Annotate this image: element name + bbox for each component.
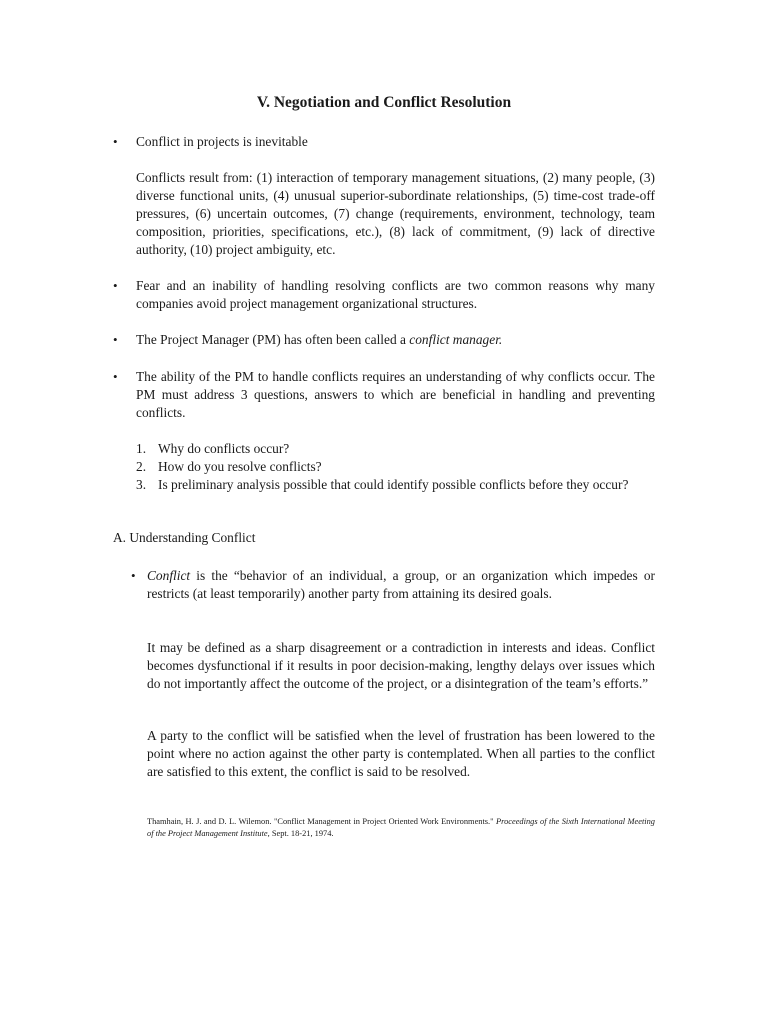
page-title: V. Negotiation and Conflict Resolution [256, 94, 512, 111]
reference-authors: Thamhain, H. J. and D. L. Wilemon. "Conflict Management in Project Oriented Work Environments." [147, 817, 497, 826]
question-text: Is preliminary analysis possible that could identify possible conflicts before they occur? [158, 477, 629, 492]
bullet-symbol: • [113, 369, 118, 384]
bullet-text-2: Fear and an inability of handling resolving conflicts are two common reasons why many companies avoid project management organizational structures. [136, 278, 655, 311]
question-number: 1. [136, 441, 147, 456]
bullet-symbol: • [113, 332, 118, 347]
bullet-text-3-prefix: The Project Manager (PM) has often been called a [136, 332, 410, 347]
bullet-text-1: Conflict in projects is inevitable [136, 134, 308, 149]
conflict-definition-rest: is the “behavior of an individual, a group, or an organization which impedes or restricts (at least temporarily) another party from attaining its desired goals. [147, 568, 655, 601]
question-text: Why do conflicts occur? [158, 441, 290, 456]
reference-citation [147, 816, 655, 840]
question-number: 2. [136, 459, 147, 474]
conflict-manager-term: conflict manager. [409, 332, 503, 347]
reference-tail: , Sept. 18-21, 1974. [267, 829, 334, 838]
bullet-text-3 [136, 331, 655, 349]
conflict-causes-paragraph: Conflicts result from: (1) interaction of temporary management situations, (2) many people, (3) diverse functional units, (4) unusual superior-subordinate relationships, (5) time-cost trade-off pressures, (6) uncertain outcomes, (7) change (requirements, environment, technology, team composition, priorities, specifications, etc.), (8) lack of commitment, (9) lack of directive authority, (10) project ambiguity, etc. [136, 170, 655, 257]
question-text: How do you resolve conflicts? [158, 459, 322, 474]
conflict-dysfunction-paragraph: It may be defined as a sharp disagreement or a contradiction in interests and ideas. Conflict becomes dysfunctional if it results in poor decision-making, lengthy delays over issues which do not importantly affect the outcome of the project, or a disintegration of the team’s efforts.” [147, 640, 655, 691]
conflict-definition-text [147, 567, 655, 603]
conflict-resolution-paragraph: A party to the conflict will be satisfied when the level of frustration has been lowered to the point where no action against the other party is contemplated. When all parties to the conflict are satisfied to this extent, the conflict is said to be resolved. [147, 728, 655, 779]
bullet-symbol: • [113, 278, 118, 293]
bullet-symbol: • [113, 134, 118, 149]
reference-journal: Proceedings of the Sixth International Meeting of the Project Management Institute [147, 817, 655, 838]
conflict-term: Conflict [147, 568, 191, 583]
question-number: 3. [136, 477, 147, 492]
bullet-text-4: The ability of the PM to handle conflicts requires an understanding of why conflicts occur. The PM must address 3 questions, answers to which are beneficial in handling and preventing conflicts. [136, 369, 655, 420]
bullet-symbol: • [131, 568, 136, 583]
section-a-heading: A. Understanding Conflict [113, 530, 256, 545]
